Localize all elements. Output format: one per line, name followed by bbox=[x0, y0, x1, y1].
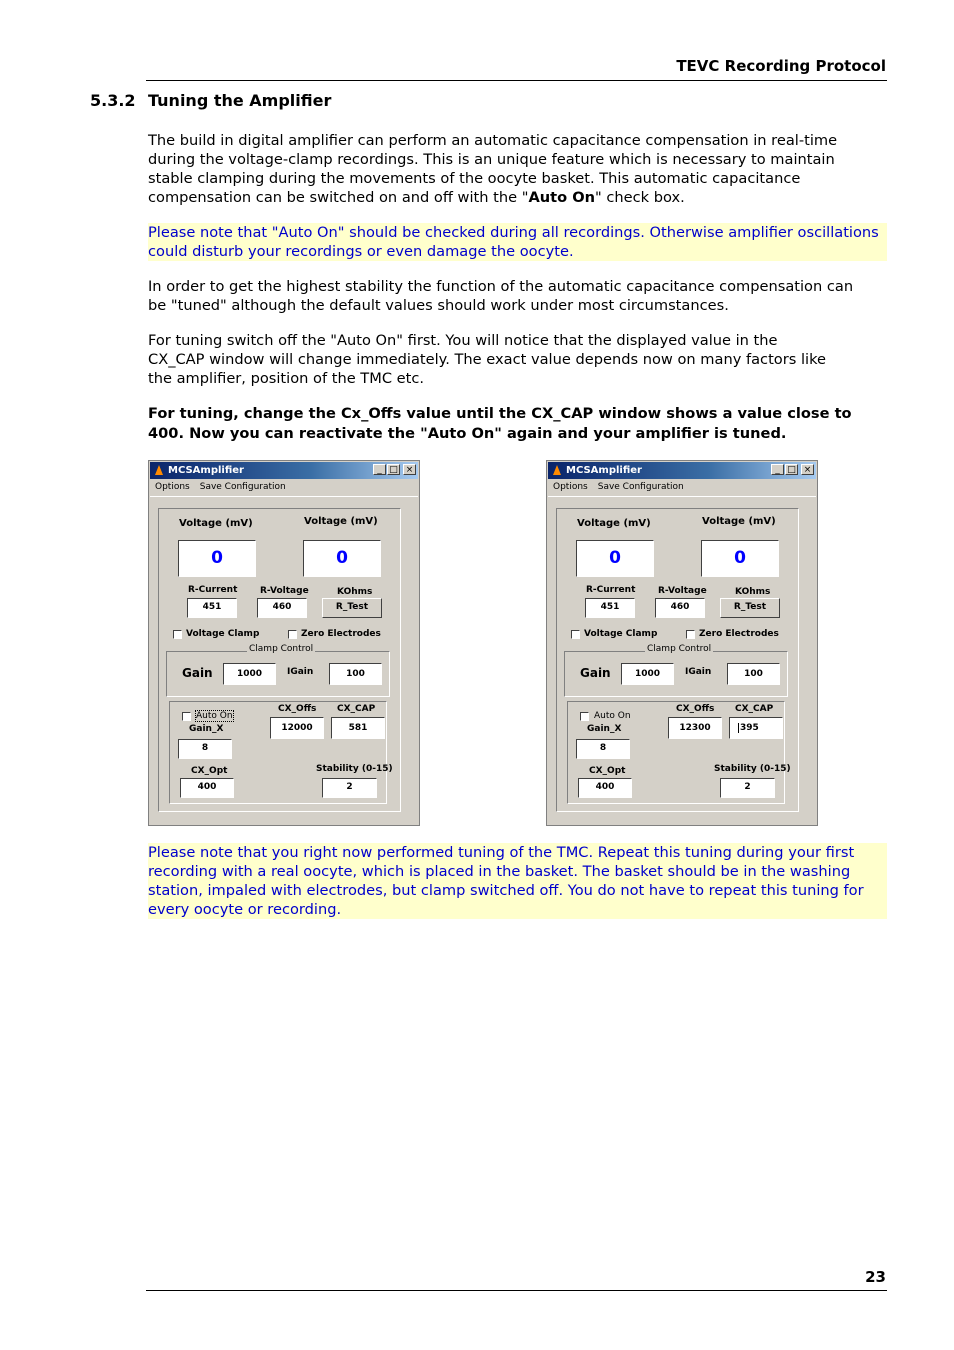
title-bar bbox=[548, 462, 816, 479]
voltage-label-1: Voltage (mV) bbox=[577, 518, 651, 529]
maximize-button[interactable]: □ bbox=[387, 464, 400, 475]
maximize-button[interactable]: □ bbox=[785, 464, 798, 475]
zero-electrodes-checkbox[interactable] bbox=[686, 630, 695, 639]
kohms-label: KOhms bbox=[735, 587, 771, 597]
cx-cap-label: CX_CAP bbox=[735, 704, 774, 714]
cx-offs-field[interactable]: 12300 bbox=[668, 717, 722, 739]
auto-on-label: Auto On bbox=[594, 711, 631, 721]
capacitance-group bbox=[567, 701, 791, 804]
stability-label: Stability (0-15) bbox=[316, 764, 393, 774]
text-caret bbox=[738, 723, 739, 733]
menu-save-configuration[interactable]: Save Configuration bbox=[597, 482, 684, 492]
auto-on-checkbox[interactable] bbox=[182, 712, 191, 721]
clamp-control-title: Clamp Control bbox=[647, 644, 712, 654]
voltage-display-2: 0 bbox=[303, 540, 381, 577]
page-number: 23 bbox=[865, 1268, 886, 1286]
gain-x-label: Gain_X bbox=[587, 724, 622, 734]
voltage-label-1: Voltage (mV) bbox=[179, 518, 253, 529]
menu-save-configuration[interactable]: Save Configuration bbox=[199, 482, 286, 492]
main-panel bbox=[556, 508, 799, 812]
auto-on-term: Auto On bbox=[528, 189, 596, 206]
paragraph-intro-text: The build in digital amplifier can perform an automatic capacitance compensation in real-time during the voltage-clamp recordings. This is an unique feature which is necessary to maintain stable clamping during the movements of the oocyte basket. This automatic capacitance compensation can be switched on and off with the " bbox=[148, 132, 838, 206]
r-voltage-label: R-Voltage bbox=[658, 586, 707, 596]
r-current-field[interactable]: 451 bbox=[585, 598, 635, 618]
igain-field[interactable]: 100 bbox=[727, 663, 780, 685]
gain-x-field[interactable]: 8 bbox=[576, 739, 630, 759]
igain-label: IGain bbox=[685, 667, 712, 677]
menu-separator bbox=[548, 496, 816, 497]
igain-field[interactable]: 100 bbox=[329, 663, 382, 685]
voltage-display-2: 0 bbox=[701, 540, 779, 577]
gain-field[interactable]: 1000 bbox=[223, 663, 276, 685]
menu-bar bbox=[553, 480, 694, 494]
cx-opt-field[interactable]: 400 bbox=[578, 778, 632, 798]
zero-electrodes-checkbox[interactable] bbox=[288, 630, 297, 639]
r-current-field[interactable]: 451 bbox=[187, 598, 237, 618]
zero-electrodes-label: Zero Electrodes bbox=[699, 629, 779, 639]
gain-label: Gain bbox=[182, 666, 213, 680]
voltage-clamp-label: Voltage Clamp bbox=[186, 629, 260, 639]
cx-opt-label: CX_Opt bbox=[191, 766, 228, 776]
voltage-clamp-checkbox[interactable] bbox=[173, 630, 182, 639]
r-test-button[interactable]: R_Test bbox=[322, 598, 382, 618]
close-button[interactable]: × bbox=[403, 464, 416, 475]
auto-on-checkbox[interactable] bbox=[580, 712, 589, 721]
paragraph-stability: In order to get the highest stability the function of the automatic capacitance compensation can be "tuned" although the default values should work under most circumstances. bbox=[148, 278, 854, 314]
cx-opt-label: CX_Opt bbox=[589, 766, 626, 776]
clamp-control-title: Clamp Control bbox=[249, 644, 314, 654]
minimize-button[interactable]: _ bbox=[373, 464, 386, 475]
stability-field[interactable]: 2 bbox=[720, 778, 775, 798]
gain-x-label: Gain_X bbox=[189, 724, 224, 734]
clamp-control-group bbox=[166, 644, 390, 697]
close-button[interactable]: × bbox=[801, 464, 814, 475]
capacitance-group bbox=[169, 701, 393, 804]
footer-rule bbox=[146, 1290, 887, 1291]
paragraph-intro-end: " check box. bbox=[595, 189, 685, 206]
section-number: 5.3.2 bbox=[90, 91, 136, 110]
note-auto-on bbox=[148, 223, 887, 261]
gain-label: Gain bbox=[580, 666, 611, 680]
main-panel bbox=[158, 508, 401, 812]
voltage-display-1: 0 bbox=[576, 540, 654, 577]
stability-field[interactable]: 2 bbox=[322, 778, 377, 798]
window-title: MCSAmplifier bbox=[566, 465, 642, 476]
r-voltage-field[interactable]: 460 bbox=[257, 598, 307, 618]
header-rule bbox=[146, 80, 887, 81]
cx-cap-value: 395 bbox=[740, 723, 759, 733]
r-test-button[interactable]: R_Test bbox=[720, 598, 780, 618]
cx-offs-label: CX_Offs bbox=[278, 704, 317, 714]
matlab-icon bbox=[551, 464, 563, 476]
clamp-control-group bbox=[564, 644, 788, 697]
voltage-label-2: Voltage (mV) bbox=[702, 516, 776, 527]
title-bar bbox=[150, 462, 418, 479]
cx-cap-field[interactable]: 581 bbox=[331, 717, 385, 739]
cx-offs-label: CX_Offs bbox=[676, 704, 715, 714]
cx-offs-field[interactable]: 12000 bbox=[270, 717, 324, 739]
stability-label: Stability (0-15) bbox=[714, 764, 791, 774]
voltage-display-1: 0 bbox=[178, 540, 256, 577]
matlab-icon bbox=[153, 464, 165, 476]
r-voltage-label: R-Voltage bbox=[260, 586, 309, 596]
paragraph-intro bbox=[148, 131, 868, 207]
minimize-button[interactable]: _ bbox=[771, 464, 784, 475]
paragraph-tuning-switch: For tuning switch off the "Auto On" first. You will notice that the displayed value in the CX_CAP window will change immediately. The exact value depends now on many factors like the amplifier, position of the TMC etc. bbox=[148, 332, 826, 387]
amplifier-window-after bbox=[546, 460, 818, 826]
menu-options[interactable]: Options bbox=[155, 482, 190, 492]
r-voltage-field[interactable]: 460 bbox=[655, 598, 705, 618]
cx-opt-field[interactable]: 400 bbox=[180, 778, 234, 798]
paragraph-tuning-instruction: For tuning, change the Cx_Offs value until the CX_CAP window shows a value close to 400. Now you can reactivate the "Auto On" again and your amplifier is tuned. bbox=[148, 405, 852, 442]
igain-label: IGain bbox=[287, 667, 314, 677]
running-header: TEVC Recording Protocol bbox=[676, 57, 886, 75]
menu-options[interactable]: Options bbox=[553, 482, 588, 492]
voltage-label-2: Voltage (mV) bbox=[304, 516, 378, 527]
gain-field[interactable]: 1000 bbox=[621, 663, 674, 685]
voltage-clamp-checkbox[interactable] bbox=[571, 630, 580, 639]
section-heading bbox=[90, 91, 331, 110]
cx-cap-label: CX_CAP bbox=[337, 704, 376, 714]
note-auto-on-text: Please note that "Auto On" should be checked during all recordings. Otherwise amplifier oscillations could disturb your recordings or even damage the oocyte. bbox=[148, 224, 879, 260]
amplifier-window-before bbox=[148, 460, 420, 826]
kohms-label: KOhms bbox=[337, 587, 373, 597]
r-current-label: R-Current bbox=[586, 585, 636, 595]
note-tmc-tuning bbox=[148, 843, 887, 919]
section-title: Tuning the Amplifier bbox=[148, 91, 332, 110]
voltage-clamp-label: Voltage Clamp bbox=[584, 629, 658, 639]
r-current-label: R-Current bbox=[188, 585, 238, 595]
menu-bar bbox=[155, 480, 296, 494]
cx-cap-field[interactable] bbox=[729, 717, 783, 739]
gain-x-field[interactable]: 8 bbox=[178, 739, 232, 759]
auto-on-label: Auto On bbox=[196, 711, 233, 721]
zero-electrodes-label: Zero Electrodes bbox=[301, 629, 381, 639]
note-tmc-tuning-text: Please note that you right now performed tuning of the TMC. Repeat this tuning during your first recording with a real oocyte, which is placed in the basket. The basket should be in the washing station, impaled with electrodes, but clamp switched off. You do not have to repeat this tuning for every oocyte or recording. bbox=[148, 844, 864, 918]
menu-separator bbox=[150, 496, 418, 497]
window-title: MCSAmplifier bbox=[168, 465, 244, 476]
